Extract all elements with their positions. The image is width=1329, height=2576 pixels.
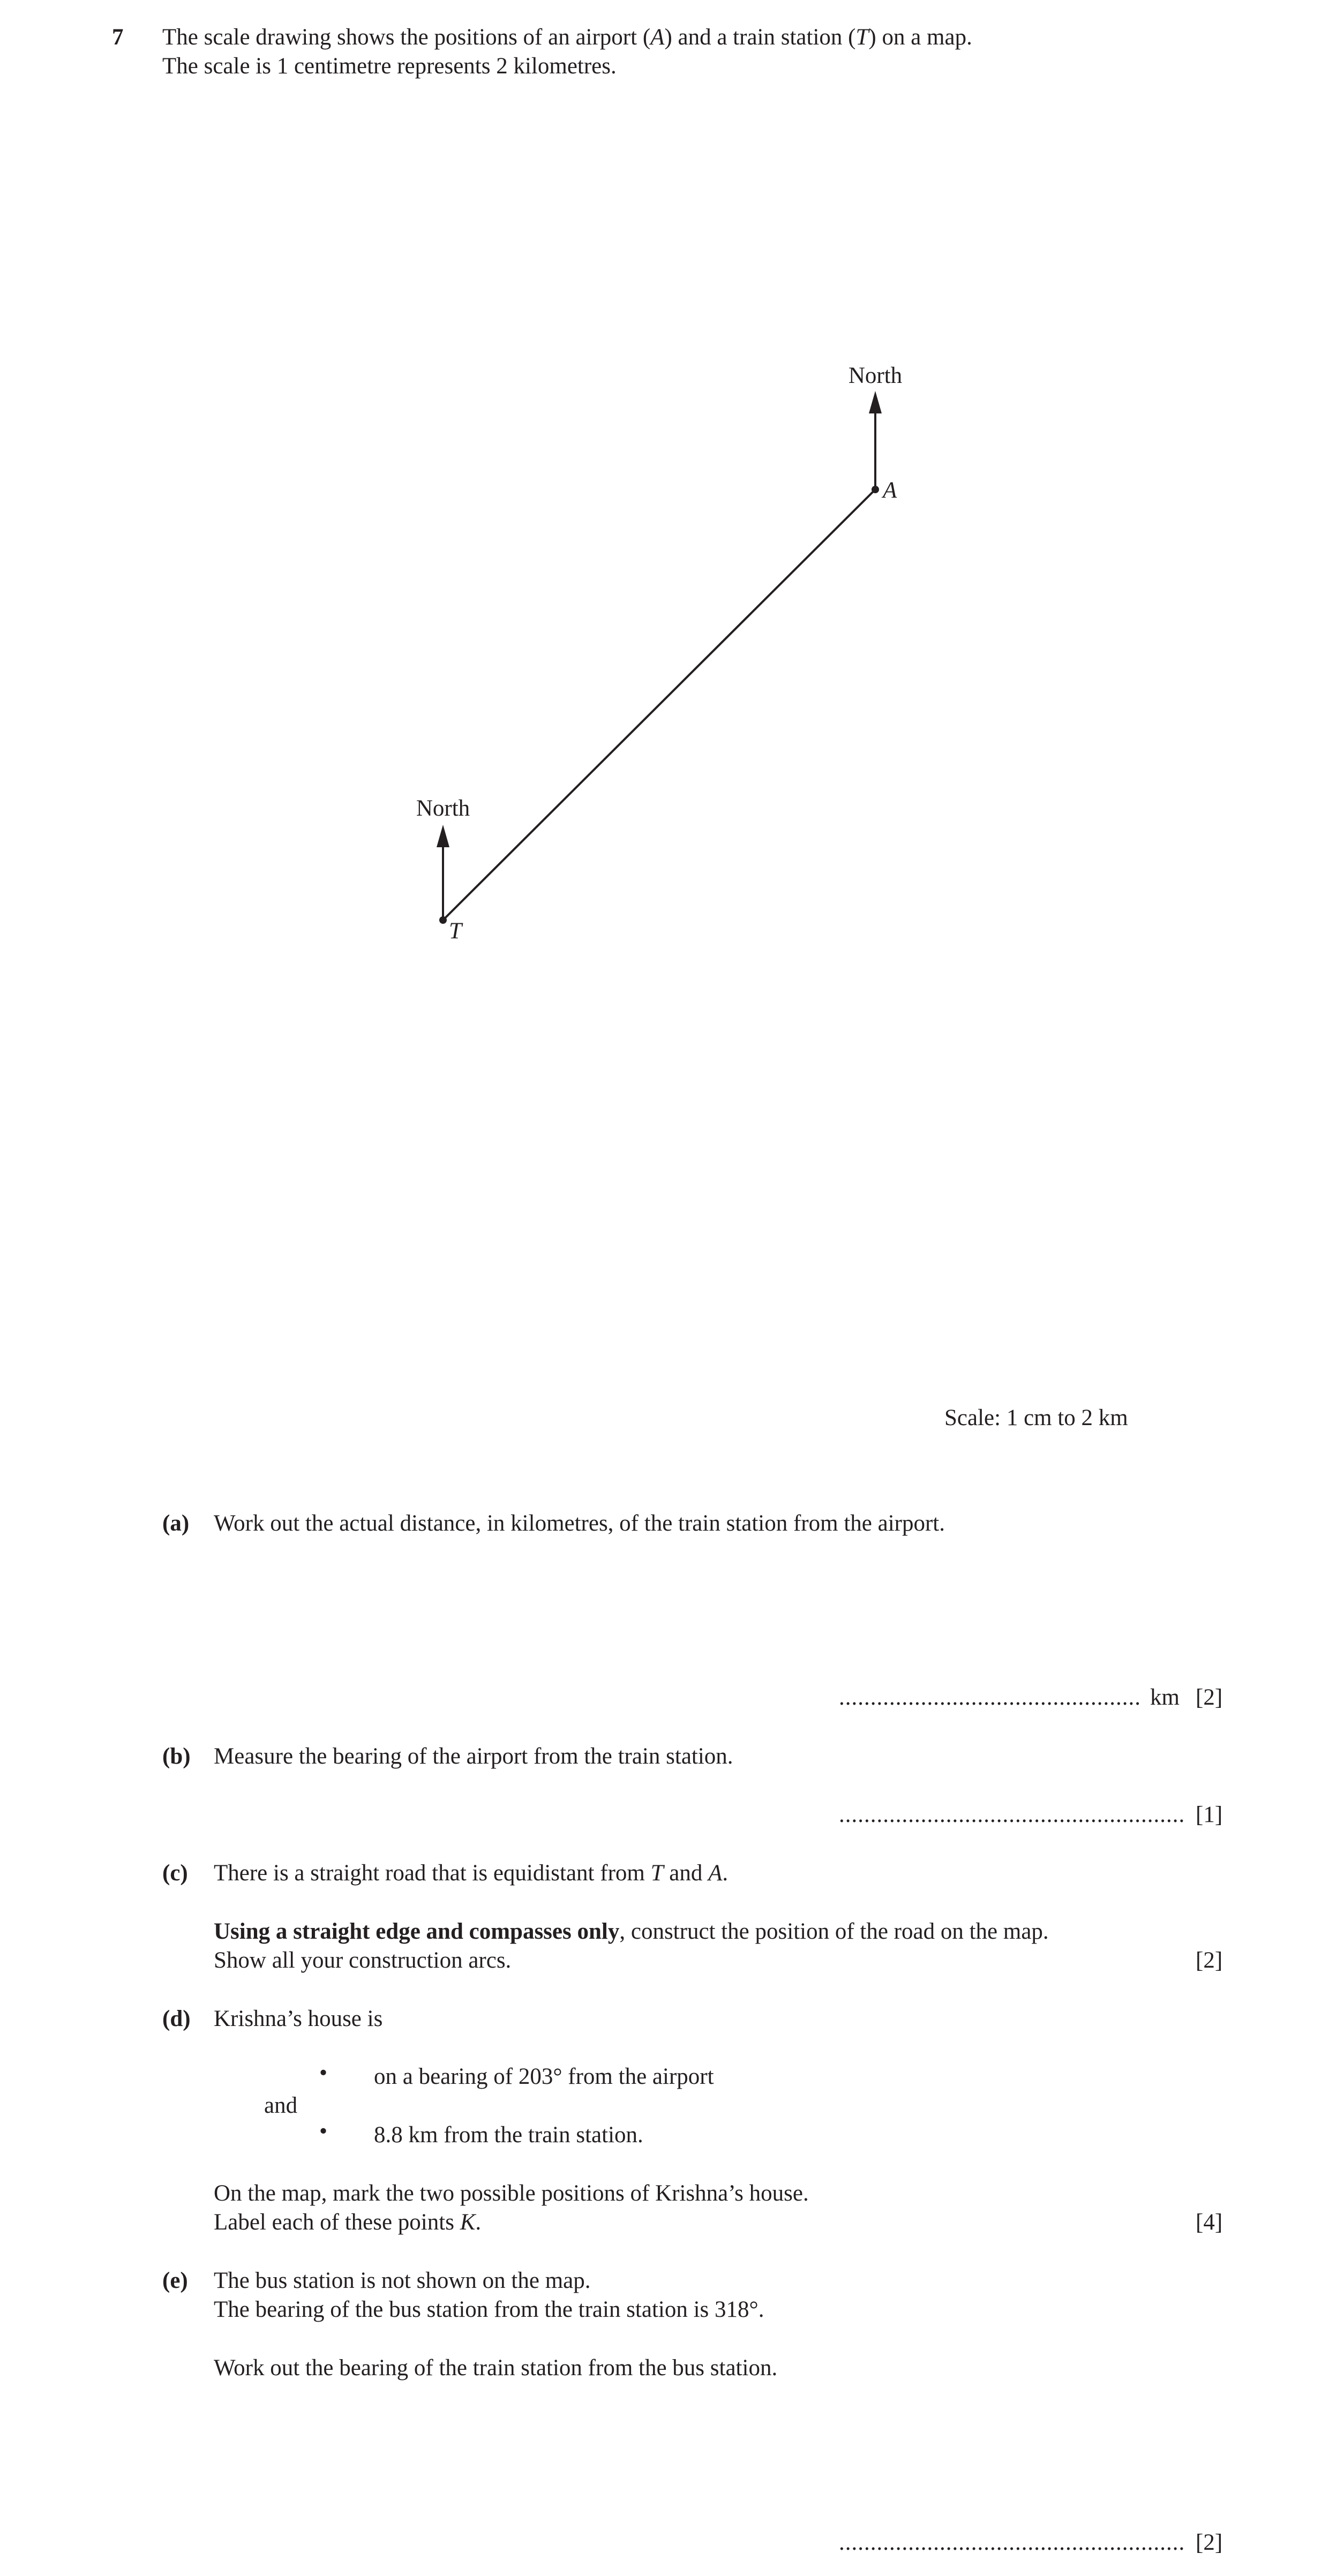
intro-text-c: ) on a map. <box>868 25 972 50</box>
part-c-line1-text: There is a straight road that is equidistant from <box>214 1861 651 1886</box>
scale-drawing <box>0 0 1329 1071</box>
question-number: 7 <box>112 25 124 50</box>
part-c-line3: Show all your construction arcs. <box>214 1948 512 1973</box>
part-c-label: (c) <box>162 1861 188 1886</box>
part-d-line-map2 <box>214 2209 481 2236</box>
part-a-unit: km <box>1150 1685 1180 1710</box>
part-a-marks: [2] <box>1196 1685 1223 1710</box>
part-d-line-map1: On the map, mark the two possible positions of Krishna’s house. <box>214 2181 809 2206</box>
scale-text: Scale: 1 cm to 2 km <box>944 1405 1128 1430</box>
part-c-line1 <box>214 1859 728 1887</box>
part-e-marks: [2] <box>1196 2530 1223 2555</box>
part-d-bullet2-symbol: • <box>319 2119 328 2144</box>
part-b-answer-line[interactable]: ....................................................... <box>839 1802 1185 1827</box>
part-d-line-map2-end: . <box>475 2210 482 2235</box>
part-c-line2 <box>214 1918 1049 1946</box>
part-c-line1-and: and <box>663 1861 709 1886</box>
part-d-marks: [4] <box>1196 2210 1223 2235</box>
north-label-A: North <box>848 363 903 388</box>
part-d-bullet1: on a bearing of 203° from the airport <box>374 2064 714 2089</box>
point-A <box>872 486 879 493</box>
north-arrow-A-head <box>869 391 882 413</box>
part-a-answer-line[interactable]: ................................................ <box>839 1685 1141 1710</box>
part-c-line1-T: T <box>650 1861 664 1886</box>
part-e-answer-line[interactable]: ....................................................... <box>839 2530 1185 2555</box>
part-c-line1-A: A <box>708 1861 723 1886</box>
part-e-label: (e) <box>162 2268 188 2293</box>
part-d-bullet2: 8.8 km from the train station. <box>374 2122 643 2148</box>
intro-text-a: The scale drawing shows the positions of an airport ( <box>162 25 651 50</box>
line-T-to-A <box>443 489 875 920</box>
question-intro-line2: The scale is 1 centimetre represents 2 kilometres. <box>162 54 617 79</box>
point-A-label: A <box>883 478 897 503</box>
intro-text-b: ) and a train station ( <box>664 25 856 50</box>
part-b-text: Measure the bearing of the airport from the train station. <box>214 1744 733 1769</box>
point-T-label: T <box>449 918 462 944</box>
part-c-line2-bold: Using a straight edge and compasses only <box>214 1919 620 1944</box>
intro-label-A: A <box>650 25 665 50</box>
part-d-intro: Krishna’s house is <box>214 2006 383 2031</box>
part-c-line1-end: . <box>722 1861 729 1886</box>
part-e-line2: The bearing of the bus station from the train station is 318°. <box>214 2297 764 2322</box>
part-c-marks: [2] <box>1196 1948 1223 1973</box>
part-d-label-K: K <box>460 2210 476 2235</box>
part-c-line2-rest: , construct the position of the road on the map. <box>619 1919 1049 1944</box>
part-e-line3: Work out the bearing of the train station from the bus station. <box>214 2355 778 2381</box>
part-d-label: (d) <box>162 2006 191 2031</box>
part-e-line1: The bus station is not shown on the map. <box>214 2268 591 2293</box>
part-b-marks: [1] <box>1196 1802 1223 1827</box>
part-d-bullet1-symbol: • <box>319 2060 328 2085</box>
part-a-text: Work out the actual distance, in kilometres, of the train station from the airport. <box>214 1511 945 1536</box>
part-d-line-map2-text: Label each of these points <box>214 2210 460 2235</box>
north-label-T: North <box>416 796 470 821</box>
part-d-and: and <box>264 2093 298 2118</box>
part-b-label: (b) <box>162 1744 191 1769</box>
point-T <box>439 916 447 924</box>
part-a-label: (a) <box>162 1511 190 1536</box>
intro-label-T: T <box>855 25 869 50</box>
north-arrow-T-head <box>437 825 449 847</box>
